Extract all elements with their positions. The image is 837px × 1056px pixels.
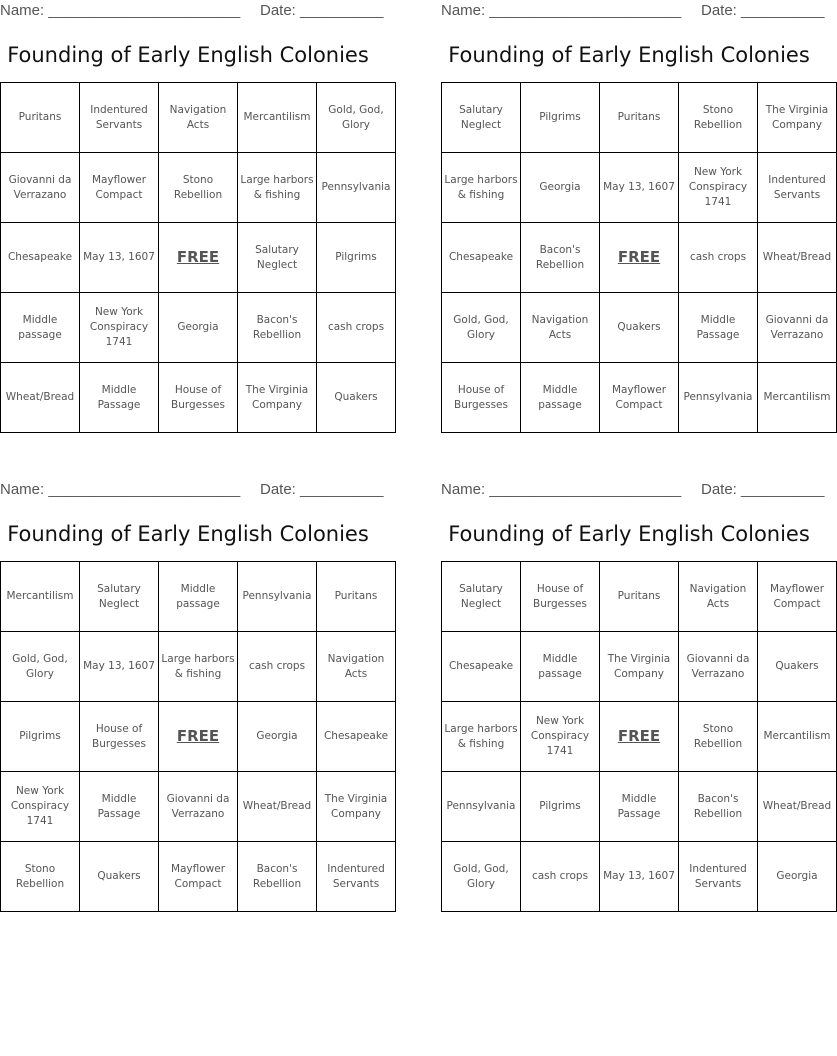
grid-cell: Mayflower Compact bbox=[758, 562, 837, 632]
grid-cell: Quakers bbox=[600, 293, 679, 363]
grid-cell: Middle passage bbox=[159, 562, 238, 632]
grid-cell: House of Burgesses bbox=[159, 363, 238, 433]
grid-cell: Pilgrims bbox=[1, 702, 80, 772]
grid-row bbox=[1, 293, 396, 363]
name-line: Name: _______________________ bbox=[0, 481, 241, 498]
grid-cell: Gold, God, Glory bbox=[1, 632, 80, 702]
grid-cell: House of Burgesses bbox=[442, 363, 521, 433]
bingo-card-1 bbox=[0, 0, 391, 433]
grid-cell: Stono Rebellion bbox=[679, 702, 758, 772]
card-title: Founding of Early English Colonies bbox=[7, 522, 369, 546]
grid-cell: Salutary Neglect bbox=[442, 83, 521, 153]
grid-row bbox=[1, 702, 396, 772]
grid-cell: Middle passage bbox=[521, 632, 600, 702]
card-title: Founding of Early English Colonies bbox=[448, 522, 810, 546]
grid-cell: Navigation Acts bbox=[521, 293, 600, 363]
bingo-grid bbox=[0, 561, 396, 912]
grid-cell: The Virginia Company bbox=[317, 772, 396, 842]
grid-cell: Salutary Neglect bbox=[238, 223, 317, 293]
grid-cell: cash crops bbox=[521, 842, 600, 912]
date-line: Date: __________ bbox=[701, 481, 825, 498]
grid-cell: Chesapeake bbox=[442, 632, 521, 702]
grid-cell: Georgia bbox=[159, 293, 238, 363]
grid-cell: May 13, 1607 bbox=[80, 223, 159, 293]
grid-cell: Large harbors & fishing bbox=[442, 702, 521, 772]
name-line: Name: _______________________ bbox=[441, 2, 682, 19]
date-line: Date: __________ bbox=[701, 2, 825, 19]
free-space: FREE bbox=[159, 702, 238, 772]
grid-cell: Gold, God, Glory bbox=[442, 842, 521, 912]
grid-cell: cash crops bbox=[317, 293, 396, 363]
grid-row bbox=[442, 702, 837, 772]
grid-cell: Puritans bbox=[317, 562, 396, 632]
grid-row bbox=[1, 632, 396, 702]
grid-cell: Quakers bbox=[317, 363, 396, 433]
grid-cell: Middle passage bbox=[1, 293, 80, 363]
grid-cell: Giovanni da Verrazano bbox=[159, 772, 238, 842]
grid-cell: Mayflower Compact bbox=[80, 153, 159, 223]
grid-cell: Bacon's Rebellion bbox=[238, 293, 317, 363]
grid-row bbox=[1, 842, 396, 912]
grid-row bbox=[442, 772, 837, 842]
grid-row bbox=[442, 153, 837, 223]
grid-cell: Gold, God, Glory bbox=[317, 83, 396, 153]
grid-cell: Indentured Servants bbox=[758, 153, 837, 223]
grid-cell: The Virginia Company bbox=[600, 632, 679, 702]
grid-cell: Middle Passage bbox=[80, 772, 159, 842]
grid-cell: Pilgrims bbox=[521, 772, 600, 842]
grid-cell: Middle Passage bbox=[600, 772, 679, 842]
grid-cell: Salutary Neglect bbox=[442, 562, 521, 632]
grid-cell: Mercantilism bbox=[1, 562, 80, 632]
grid-row bbox=[442, 842, 837, 912]
grid-cell: Wheat/Bread bbox=[238, 772, 317, 842]
grid-cell: New York Conspiracy 1741 bbox=[1, 772, 80, 842]
free-space: FREE bbox=[600, 223, 679, 293]
grid-cell: House of Burgesses bbox=[521, 562, 600, 632]
grid-cell: New York Conspiracy 1741 bbox=[679, 153, 758, 223]
grid-cell: Stono Rebellion bbox=[1, 842, 80, 912]
grid-cell: cash crops bbox=[238, 632, 317, 702]
grid-cell: Chesapeake bbox=[1, 223, 80, 293]
grid-cell: Puritans bbox=[1, 83, 80, 153]
grid-row bbox=[442, 562, 837, 632]
grid-cell: Large harbors & fishing bbox=[442, 153, 521, 223]
grid-cell: Giovanni da Verrazano bbox=[758, 293, 837, 363]
grid-cell: Gold, God, Glory bbox=[442, 293, 521, 363]
grid-cell: cash crops bbox=[679, 223, 758, 293]
card-title: Founding of Early English Colonies bbox=[7, 43, 369, 67]
grid-row bbox=[1, 83, 396, 153]
grid-row bbox=[442, 632, 837, 702]
grid-cell: May 13, 1607 bbox=[80, 632, 159, 702]
card-header bbox=[0, 0, 384, 22]
grid-cell: Stono Rebellion bbox=[159, 153, 238, 223]
grid-row bbox=[442, 83, 837, 153]
grid-cell: The Virginia Company bbox=[238, 363, 317, 433]
grid-cell: Large harbors & fishing bbox=[159, 632, 238, 702]
grid-cell: Georgia bbox=[521, 153, 600, 223]
grid-cell: Pennsylvania bbox=[679, 363, 758, 433]
grid-cell: New York Conspiracy 1741 bbox=[521, 702, 600, 772]
grid-row bbox=[1, 772, 396, 842]
grid-cell: Mercantilism bbox=[758, 702, 837, 772]
card-title: Founding of Early English Colonies bbox=[448, 43, 810, 67]
grid-cell: Puritans bbox=[600, 83, 679, 153]
grid-cell: Bacon's Rebellion bbox=[521, 223, 600, 293]
bingo-grid bbox=[441, 82, 837, 433]
date-line: Date: __________ bbox=[260, 2, 384, 19]
card-header bbox=[441, 0, 825, 22]
grid-cell: Indentured Servants bbox=[317, 842, 396, 912]
grid-row bbox=[442, 293, 837, 363]
bingo-card-2 bbox=[441, 0, 832, 433]
grid-cell: Wheat/Bread bbox=[758, 223, 837, 293]
grid-cell: Pennsylvania bbox=[238, 562, 317, 632]
free-space: FREE bbox=[159, 223, 238, 293]
grid-cell: Mayflower Compact bbox=[159, 842, 238, 912]
grid-cell: Salutary Neglect bbox=[80, 562, 159, 632]
grid-cell: Quakers bbox=[758, 632, 837, 702]
name-line: Name: _______________________ bbox=[441, 481, 682, 498]
grid-row bbox=[1, 363, 396, 433]
grid-cell: Large harbors & fishing bbox=[238, 153, 317, 223]
grid-cell: Quakers bbox=[80, 842, 159, 912]
grid-row bbox=[442, 223, 837, 293]
bingo-grid bbox=[0, 82, 396, 433]
grid-cell: Pennsylvania bbox=[317, 153, 396, 223]
bingo-card-3 bbox=[0, 479, 389, 912]
grid-row bbox=[442, 363, 837, 433]
grid-cell: May 13, 1607 bbox=[600, 153, 679, 223]
grid-cell: Navigation Acts bbox=[317, 632, 396, 702]
grid-cell: Puritans bbox=[600, 562, 679, 632]
grid-cell: Chesapeake bbox=[317, 702, 396, 772]
bingo-card-4 bbox=[441, 479, 832, 912]
grid-cell: Giovanni da Verrazano bbox=[679, 632, 758, 702]
grid-cell: The Virginia Company bbox=[758, 83, 837, 153]
grid-cell: Navigation Acts bbox=[159, 83, 238, 153]
grid-cell: May 13, 1607 bbox=[600, 842, 679, 912]
bingo-grid bbox=[441, 561, 837, 912]
grid-cell: Mayflower Compact bbox=[600, 363, 679, 433]
grid-row bbox=[1, 223, 396, 293]
grid-cell: Mercantilism bbox=[758, 363, 837, 433]
grid-row bbox=[1, 562, 396, 632]
grid-cell: Navigation Acts bbox=[679, 562, 758, 632]
free-space: FREE bbox=[600, 702, 679, 772]
grid-cell: Georgia bbox=[758, 842, 837, 912]
grid-cell: Pilgrims bbox=[521, 83, 600, 153]
grid-row bbox=[1, 153, 396, 223]
grid-cell: Pilgrims bbox=[317, 223, 396, 293]
grid-cell: Wheat/Bread bbox=[758, 772, 837, 842]
grid-cell: Bacon's Rebellion bbox=[679, 772, 758, 842]
date-line: Date: __________ bbox=[260, 481, 384, 498]
grid-cell: House of Burgesses bbox=[80, 702, 159, 772]
grid-cell: Bacon's Rebellion bbox=[238, 842, 317, 912]
grid-cell: Middle passage bbox=[521, 363, 600, 433]
card-header bbox=[441, 479, 825, 501]
grid-cell: Mercantilism bbox=[238, 83, 317, 153]
grid-cell: Chesapeake bbox=[442, 223, 521, 293]
grid-cell: New York Conspiracy 1741 bbox=[80, 293, 159, 363]
grid-cell: Giovanni da Verrazano bbox=[1, 153, 80, 223]
grid-cell: Wheat/Bread bbox=[1, 363, 80, 433]
name-line: Name: _______________________ bbox=[0, 2, 241, 19]
grid-cell: Stono Rebellion bbox=[679, 83, 758, 153]
grid-cell: Indentured Servants bbox=[679, 842, 758, 912]
grid-cell: Middle Passage bbox=[679, 293, 758, 363]
grid-cell: Georgia bbox=[238, 702, 317, 772]
grid-cell: Indentured Servants bbox=[80, 83, 159, 153]
grid-cell: Pennsylvania bbox=[442, 772, 521, 842]
grid-cell: Middle Passage bbox=[80, 363, 159, 433]
card-header bbox=[0, 479, 384, 501]
